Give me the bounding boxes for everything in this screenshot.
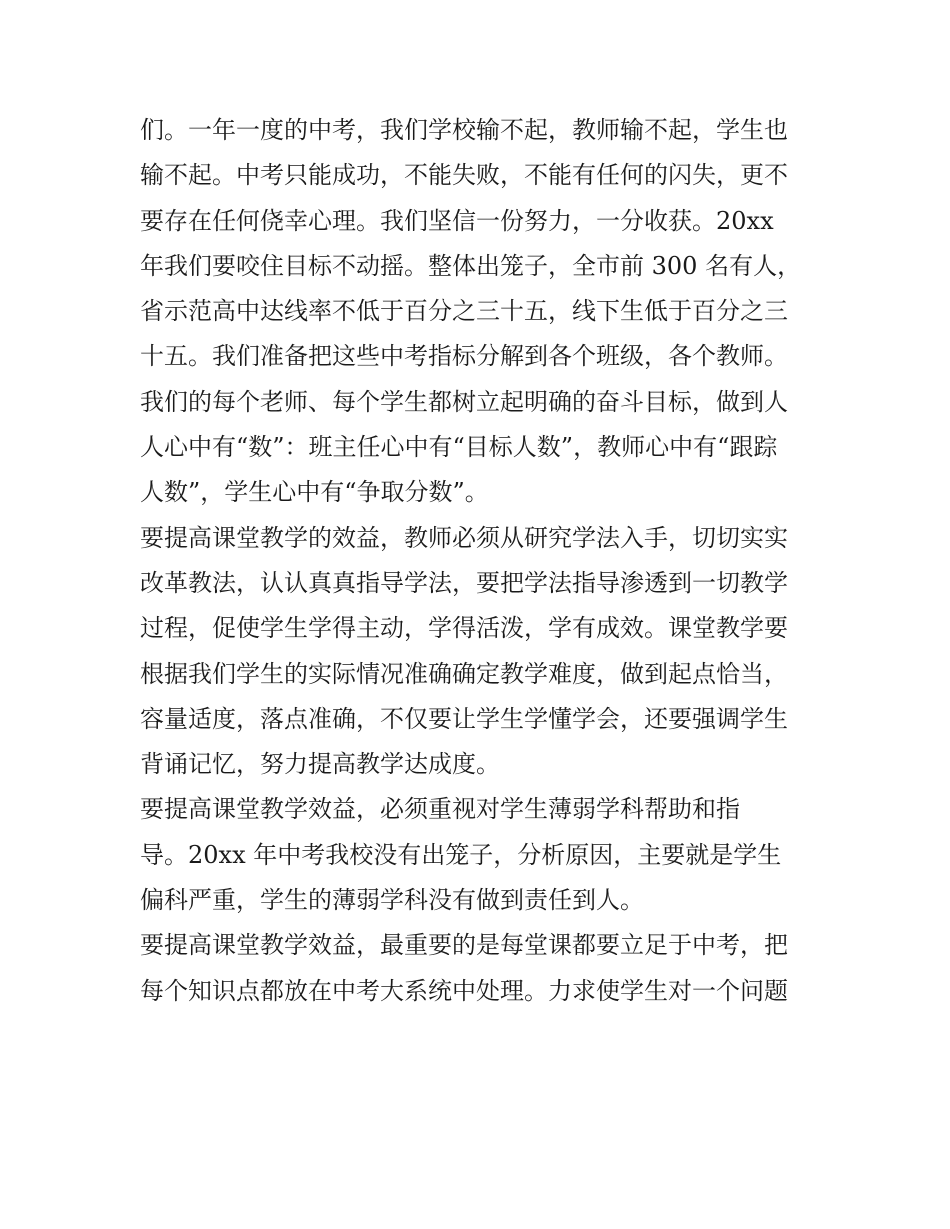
text-line: 改革教法，认认真真指导学法，要把学法指导渗透到一切教学: [140, 568, 788, 597]
document-body: [140, 108, 820, 1014]
text-line: 输不起。中考只能成功，不能失败，不能有任何的闪失，更不: [140, 161, 788, 190]
text-line: 人数”，学生心中有“争取分数”。: [140, 478, 489, 507]
text-line: 每个知识点都放在中考大系统中处理。力求使学生对一个问题: [140, 976, 788, 1005]
text-line: 过程，促使学生学得主动，学得活泼，学有成效。课堂教学要: [140, 614, 788, 643]
text-line: 省示范高中达线率不低于百分之三十五，线下生低于百分之三: [140, 297, 788, 326]
text-line: 要存在任何侥幸心理。我们坚信一份努力，一分收获。20xx: [140, 206, 774, 235]
text-line: 背诵记忆，努力提高教学达成度。: [140, 750, 500, 779]
text-line: 容量适度，落点准确，不仅要让学生学懂学会，还要强调学生: [140, 704, 788, 733]
text-line: 年我们要咬住目标不动摇。整体出笼子，全市前 300 名有人，: [140, 251, 802, 280]
text-line: 导。20xx 年中考我校没有出笼子，分析原因，主要就是学生: [140, 840, 782, 869]
text-line: 偏科严重，学生的薄弱学科没有做到责任到人。: [140, 886, 644, 915]
text-line: 要提高课堂教学的效益，教师必须从研究学法入手，切切实实: [140, 523, 788, 552]
text-line: 十五。我们准备把这些中考指标分解到各个班级，各个教师。: [140, 342, 788, 371]
text-line: 根据我们学生的实际情况准确确定教学难度，做到起点恰当，: [140, 659, 788, 688]
text-line: 要提高课堂教学效益，最重要的是每堂课都要立足于中考，把: [140, 931, 788, 960]
text-line: 要提高课堂教学效益，必须重视对学生薄弱学科帮助和指: [140, 795, 740, 824]
text-line: 们。一年一度的中考，我们学校输不起，教师输不起，学生也: [140, 116, 788, 144]
text-line: 人心中有“数”：班主任心中有“目标人数”，教师心中有“跟踪: [140, 433, 778, 462]
text-line: 我们的每个老师、每个学生都树立起明确的奋斗目标，做到人: [140, 387, 788, 416]
